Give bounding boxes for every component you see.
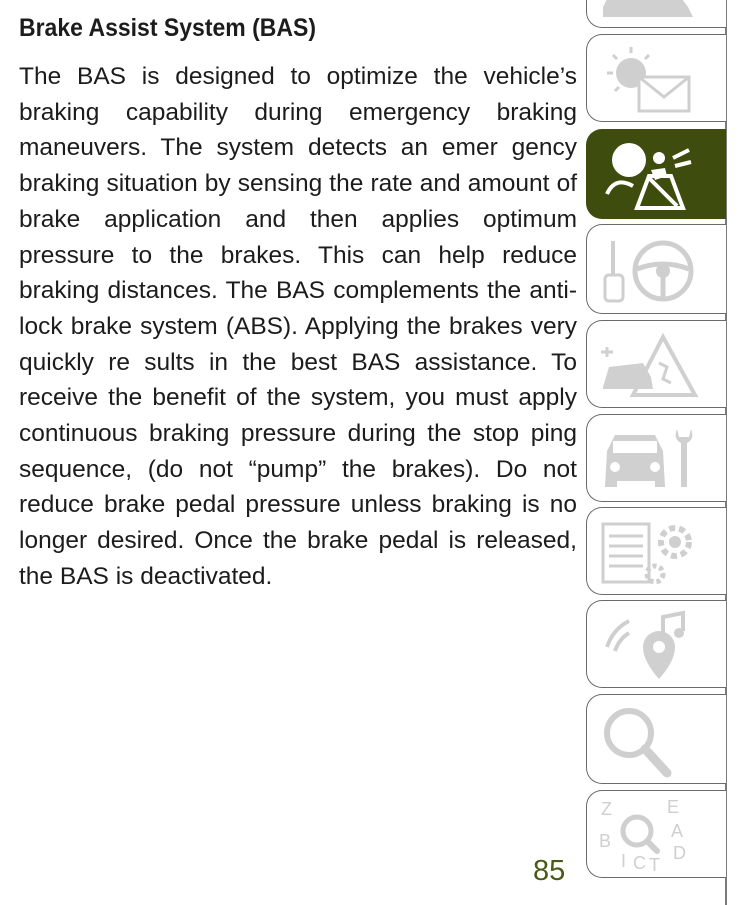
body-line: sults in the best BAS assistance. To receive [19, 348, 577, 412]
index-letter: I [621, 851, 627, 871]
tab-vehicle[interactable] [586, 0, 726, 28]
multimedia-icon [593, 607, 713, 683]
body-line: pedal is released, the BAS is deactivated. [19, 527, 577, 590]
index-icon [593, 797, 713, 873]
roadside-emergency-icon [593, 327, 713, 403]
body-line: and amount of brake application and then [19, 170, 577, 233]
tab-servicing-maintenance[interactable] [586, 414, 726, 502]
tab-warning-lights-messages[interactable] [586, 34, 726, 122]
body-line: (ABS). Applying the brakes very quickly re [19, 312, 577, 376]
page-content [19, 14, 577, 595]
body-line: maneuvers. The system detects an emer [19, 134, 498, 162]
specifications-gear-icon [593, 514, 713, 590]
body-line: braking is no longer desired. Once the brake [19, 491, 577, 555]
tab-index[interactable] [586, 790, 726, 878]
page-number: 85 [533, 855, 566, 887]
index-letter: E [667, 797, 680, 817]
index-letter: A [671, 821, 684, 841]
index-letter: T [649, 855, 660, 873]
body-line: complements the anti-lock brake system [19, 277, 577, 340]
vehicle-icon [593, 0, 713, 27]
body-line: continuous braking pressure during the stop [19, 420, 520, 448]
index-letter: C [633, 853, 646, 873]
body-line: Do not reduce brake pedal pressure unless [19, 455, 577, 519]
airbag-seatbelt-icon [593, 136, 713, 214]
body-line: can help reduce braking distances. The BAS [19, 241, 577, 305]
key-steering-wheel-icon [593, 231, 713, 309]
body-line: the benefit of the system, you must apply [108, 384, 577, 412]
body-line: braking capability during emergency braking [19, 98, 577, 126]
tab-starting-operating[interactable] [586, 224, 726, 314]
section-heading: Brake Assist System (BAS) [19, 14, 317, 42]
car-wrench-icon [593, 421, 713, 497]
body-line: gency braking situation by sensing the rate [19, 134, 578, 198]
body-line: applies optimum pressure to the brakes. This [19, 205, 577, 269]
section-tab-strip [586, 0, 741, 905]
index-letter: D [673, 843, 686, 863]
index-letter: Z [601, 799, 612, 819]
body-paragraph [19, 59, 577, 595]
body-line: The BAS is designed to optimize the vehicle’s [19, 63, 577, 90]
index-letter: B [599, 831, 612, 851]
tab-customer-assistance[interactable] [586, 694, 726, 784]
warning-light-message-icon [593, 41, 713, 117]
tab-multimedia[interactable] [586, 600, 726, 688]
tab-in-case-of-emergency[interactable] [586, 320, 726, 408]
tab-safety[interactable] [586, 129, 726, 219]
body-line: ping sequence, (do not “pump” the brakes). [19, 420, 578, 483]
tab-technical-specifications[interactable] [586, 507, 726, 595]
search-icon [593, 701, 713, 779]
